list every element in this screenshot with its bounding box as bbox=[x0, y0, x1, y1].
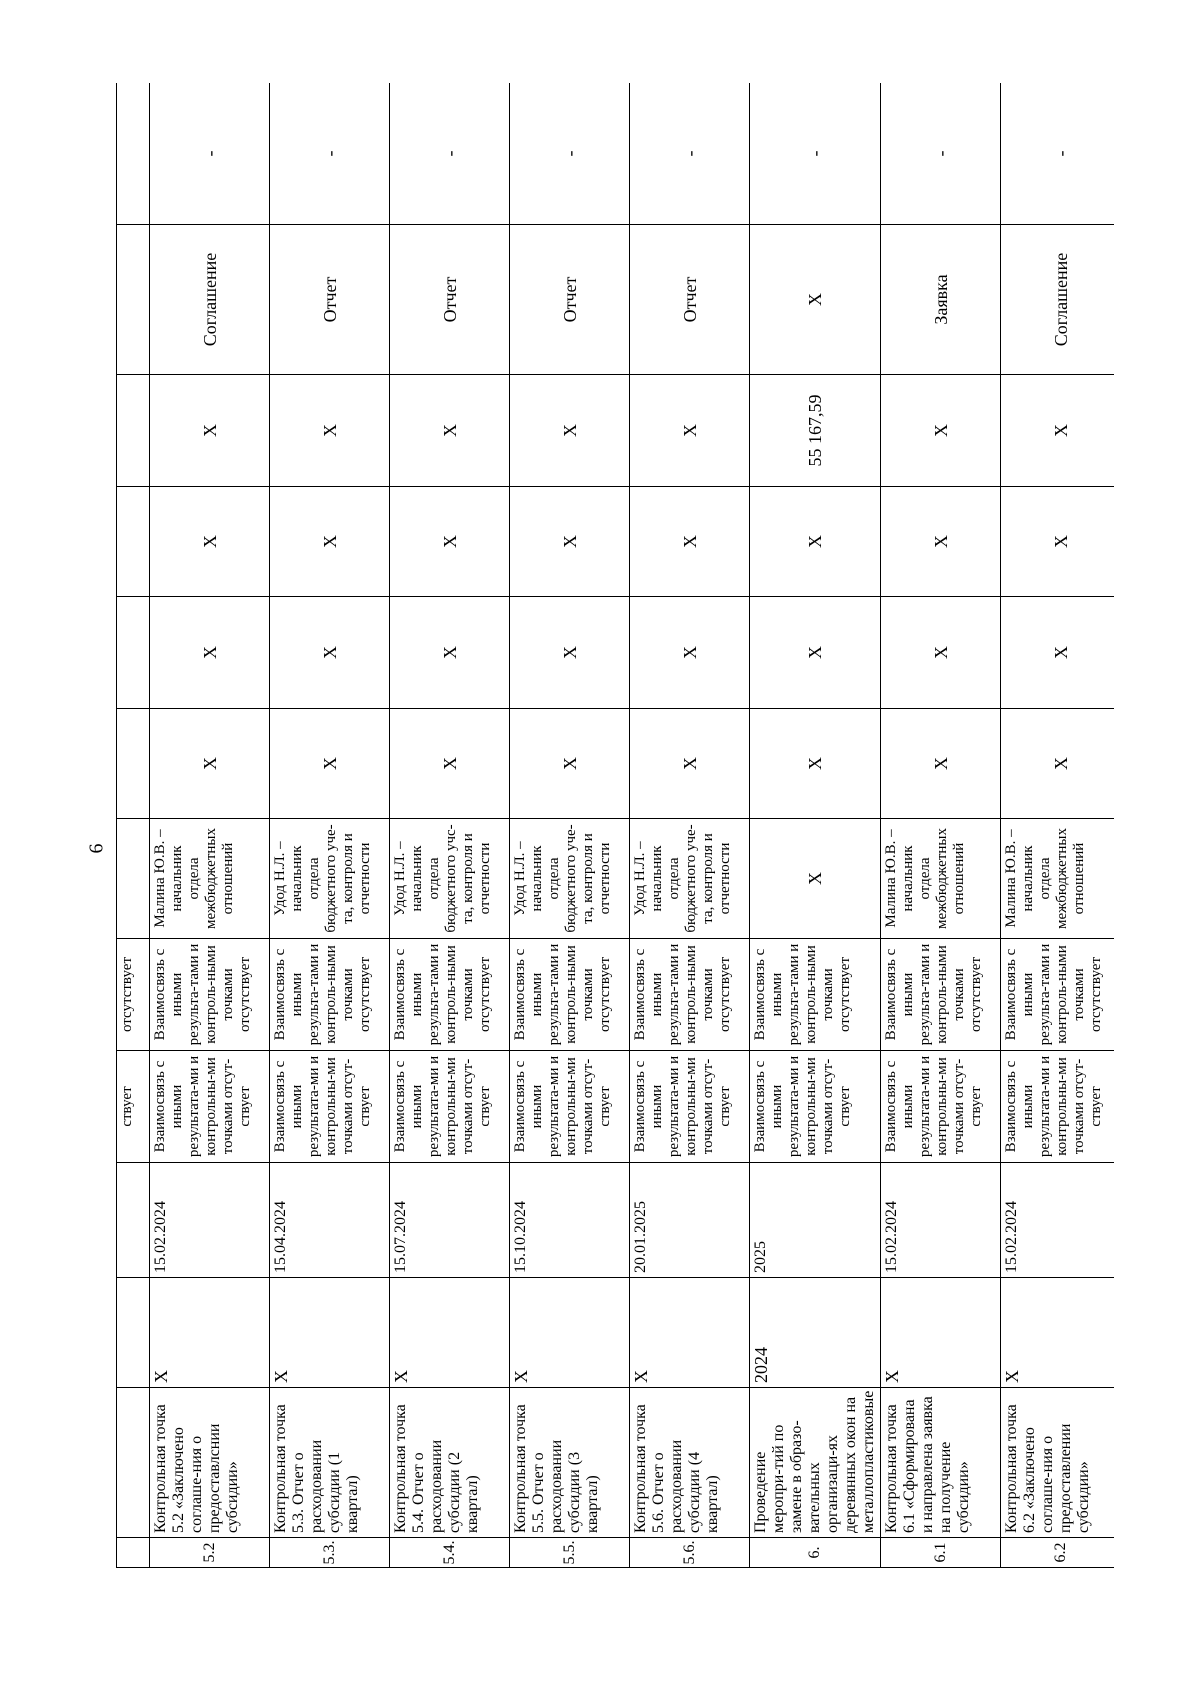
row-number: 5.4. bbox=[390, 1538, 510, 1568]
row-value-11: X bbox=[881, 375, 1001, 487]
row-value-9: X bbox=[750, 597, 881, 709]
row-last: - bbox=[150, 83, 270, 225]
row-document: X bbox=[750, 225, 881, 375]
row-link-controls: Взаимосвязь с иными результа-тами и контроль-ными точками отсутствует bbox=[881, 939, 1001, 1051]
row-link-controls: Взаимосвязь с иными результа-тами и контроль-ными точками отсутствует bbox=[750, 939, 881, 1051]
row-responsible: Малина Ю.В. – начальник отдела межбюджетных отношений bbox=[881, 819, 1001, 939]
header-cell bbox=[117, 225, 150, 375]
row-link-results: Взаимосвязь с иными результата-ми и контрольны-ми точками отсут-ствует bbox=[270, 1051, 390, 1163]
row-value-11: X bbox=[270, 375, 390, 487]
row-value-9: X bbox=[1001, 597, 1115, 709]
page-number: 6 bbox=[85, 843, 108, 854]
table-row bbox=[881, 83, 1001, 1568]
row-value-9: X bbox=[270, 597, 390, 709]
row-document: Отчет bbox=[630, 225, 750, 375]
header-cell bbox=[117, 597, 150, 709]
row-responsible: Удод Н.Л. – начальник отдела бюджетного уче-та, контроля и отчетности bbox=[270, 819, 390, 939]
row-responsible: Малина Ю.В. – начальник отдела межбюджетных отношений bbox=[150, 819, 270, 939]
row-name: Контрольная точка 6.2 «Заключено соглаше-ния о предоставлении субсидии» bbox=[1001, 1388, 1115, 1538]
row-value-8: X bbox=[510, 709, 630, 819]
header-cell-link1: ствует bbox=[117, 1051, 150, 1163]
row-link-results: Взаимосвязь с иными результата-ми и контрольны-ми точками отсут-ствует bbox=[750, 1051, 881, 1163]
header-cell bbox=[117, 487, 150, 597]
row-value-8: X bbox=[270, 709, 390, 819]
row-date: 15.04.2024 bbox=[270, 1163, 390, 1278]
row-name: Контрольная точка 6.1 «Сформирована и направлена заявка на получение субсидии» bbox=[881, 1388, 1001, 1538]
row-document: Заявка bbox=[881, 225, 1001, 375]
row-value-11: 55 167,59 bbox=[750, 375, 881, 487]
row-last: - bbox=[750, 83, 881, 225]
row-responsible: Удод Н.Л. – начальник отдела бюджетного уче-та, контроля и отчетности bbox=[510, 819, 630, 939]
row-value-10: X bbox=[510, 487, 630, 597]
row-value-8: X bbox=[1001, 709, 1115, 819]
table-row bbox=[630, 83, 750, 1568]
row-value-9: X bbox=[510, 597, 630, 709]
row-value-11: X bbox=[390, 375, 510, 487]
row-last: - bbox=[630, 83, 750, 225]
row-year: X bbox=[150, 1278, 270, 1388]
row-link-controls: Взаимосвязь с иными результа-тами и контроль-ными точками отсутствует bbox=[510, 939, 630, 1051]
row-value-11: X bbox=[1001, 375, 1115, 487]
row-last: - bbox=[881, 83, 1001, 225]
header-cell bbox=[117, 1388, 150, 1538]
row-name: Контрольная точка 5.6. Отчет о расходовании субсидии (4 квартал) bbox=[630, 1388, 750, 1538]
row-name: Контрольная точка 5.3. Отчет о расходовании субсидии (1 квартал) bbox=[270, 1388, 390, 1538]
header-cell bbox=[117, 709, 150, 819]
row-last: - bbox=[1001, 83, 1115, 225]
row-link-controls: Взаимосвязь с иными результа-тами и контроль-ными точками отсутствует bbox=[1001, 939, 1115, 1051]
row-value-8: X bbox=[390, 709, 510, 819]
row-number: 6.2 bbox=[1001, 1538, 1115, 1568]
row-value-10: X bbox=[270, 487, 390, 597]
row-last: - bbox=[510, 83, 630, 225]
row-value-10: X bbox=[1001, 487, 1115, 597]
row-name: Контрольная точка 5.4. Отчет о расходовании субсидии (2 квартал) bbox=[390, 1388, 510, 1538]
row-value-9: X bbox=[630, 597, 750, 709]
header-cell bbox=[117, 1538, 150, 1568]
row-date: 15.02.2024 bbox=[150, 1163, 270, 1278]
row-name: Контрольная точка 5.2 «Заключено соглаше-ния о предоставлснии субсидии» bbox=[150, 1388, 270, 1538]
row-date: 15.07.2024 bbox=[390, 1163, 510, 1278]
row-number: 5.6. bbox=[630, 1538, 750, 1568]
row-responsible: Удод Н.Л. – начальник отдела бюджетного учс-та, контроля и отчетности bbox=[390, 819, 510, 939]
row-last: - bbox=[390, 83, 510, 225]
row-date: 2025 bbox=[750, 1163, 881, 1278]
row-last: - bbox=[270, 83, 390, 225]
row-document: Отчет bbox=[390, 225, 510, 375]
row-value-8: X bbox=[881, 709, 1001, 819]
row-name: Контрольная точка 5.5. Отчет о расходовании субсидии (3 квартал) bbox=[510, 1388, 630, 1538]
row-responsible: X bbox=[750, 819, 881, 939]
row-number: 5.2 bbox=[150, 1538, 270, 1568]
row-date: 15.02.2024 bbox=[1001, 1163, 1115, 1278]
row-value-10: X bbox=[881, 487, 1001, 597]
row-name: Проведение меропри-тий по замене в образо-вательных организаци-ях деревянных окон на металлопластиковые bbox=[750, 1388, 881, 1538]
table-row bbox=[270, 83, 390, 1568]
row-document: Соглашение bbox=[150, 225, 270, 375]
row-number: 6. bbox=[750, 1538, 881, 1568]
row-year: 2024 bbox=[750, 1278, 881, 1388]
table-row bbox=[150, 83, 270, 1568]
document-page bbox=[116, 83, 1114, 1568]
row-date: 15.02.2024 bbox=[881, 1163, 1001, 1278]
rotated-table-container bbox=[116, 83, 1114, 1568]
row-link-results: Взаимосвязь с иными результата-ми и контрольны-ми точками отсут-ствует bbox=[1001, 1051, 1115, 1163]
row-link-results: Взаимосвязь с иными результата-ми и контрольны-ми точками отсут-ствует bbox=[390, 1051, 510, 1163]
row-value-11: X bbox=[510, 375, 630, 487]
row-value-8: X bbox=[630, 709, 750, 819]
row-link-results: Взаимосвязь с иными результата-ми и контрольны-ми точками отсут-ствует bbox=[150, 1051, 270, 1163]
row-value-10: X bbox=[750, 487, 881, 597]
row-number: 5.5. bbox=[510, 1538, 630, 1568]
row-link-results: Взаимосвязь с иными результата-ми и контрольны-ми точками отсут-ствует bbox=[510, 1051, 630, 1163]
header-continuation-row bbox=[117, 83, 150, 1568]
row-year: X bbox=[1001, 1278, 1115, 1388]
row-number: 6.1 bbox=[881, 1538, 1001, 1568]
header-cell bbox=[117, 83, 150, 225]
row-link-controls: Взаимосвязь с иными результа-тами и контроль-ными точками отсутствует bbox=[630, 939, 750, 1051]
row-value-9: X bbox=[881, 597, 1001, 709]
control-points-table bbox=[116, 83, 1114, 1568]
row-responsible: Малина Ю.В. – начальник отдела межбюджетных отношений bbox=[1001, 819, 1115, 939]
row-link-results: Взаимосвязь с иными результата-ми и контрольны-ми точками отсут-ствует bbox=[630, 1051, 750, 1163]
row-value-9: X bbox=[390, 597, 510, 709]
table-row bbox=[390, 83, 510, 1568]
row-number: 5.3. bbox=[270, 1538, 390, 1568]
row-value-11: X bbox=[630, 375, 750, 487]
header-cell bbox=[117, 1163, 150, 1278]
row-year: X bbox=[390, 1278, 510, 1388]
row-value-10: X bbox=[390, 487, 510, 597]
row-year: X bbox=[270, 1278, 390, 1388]
header-cell bbox=[117, 819, 150, 939]
row-value-8: X bbox=[150, 709, 270, 819]
row-value-8: X bbox=[750, 709, 881, 819]
table-row bbox=[510, 83, 630, 1568]
row-document: Соглашение bbox=[1001, 225, 1115, 375]
row-year: X bbox=[510, 1278, 630, 1388]
table-row bbox=[1001, 83, 1115, 1568]
row-value-11: X bbox=[150, 375, 270, 487]
row-link-results: Взаимосвязь с иными результата-ми и контрольны-ми точками отсут-ствует bbox=[881, 1051, 1001, 1163]
row-year: X bbox=[881, 1278, 1001, 1388]
row-year: X bbox=[630, 1278, 750, 1388]
header-cell bbox=[117, 1278, 150, 1388]
header-cell-link2: отсутствует bbox=[117, 939, 150, 1051]
row-link-controls: Взаимосвязь с иными результа-тами и контроль-ными точками отсутствует bbox=[150, 939, 270, 1051]
header-cell bbox=[117, 375, 150, 487]
row-value-9: X bbox=[150, 597, 270, 709]
row-link-controls: Взаимосвязь с иными результа-тами и контроль-ными точками отсутствует bbox=[270, 939, 390, 1051]
row-value-10: X bbox=[630, 487, 750, 597]
row-link-controls: Взаимосвязь с иными результа-тами и контроль-ными точками отсутствует bbox=[390, 939, 510, 1051]
row-value-10: X bbox=[150, 487, 270, 597]
row-document: Отчет bbox=[510, 225, 630, 375]
row-responsible: Удод Н.Л. – начальник отдела бюджетного уче-та, контроля и отчетности bbox=[630, 819, 750, 939]
row-date: 20.01.2025 bbox=[630, 1163, 750, 1278]
row-document: Отчет bbox=[270, 225, 390, 375]
row-date: 15.10.2024 bbox=[510, 1163, 630, 1278]
table-row bbox=[750, 83, 881, 1568]
